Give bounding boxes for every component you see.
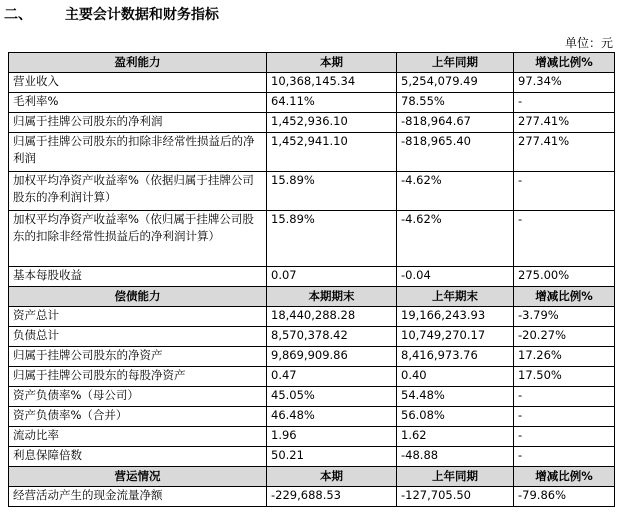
table-row (9, 347, 615, 367)
section-heading (4, 4, 219, 24)
prior-value: -818,965.40 (397, 133, 514, 172)
current-value: 15.89% (267, 211, 397, 267)
header-cell: 偿债能力 (9, 287, 267, 307)
current-value: 1.96 (267, 427, 397, 447)
table-row (9, 327, 615, 347)
change-percent: 277.41% (514, 133, 615, 172)
current-value: 10,368,145.34 (267, 73, 397, 93)
header-cell: 上年同期 (397, 53, 514, 73)
header-cell: 盈利能力 (9, 53, 267, 73)
group-header-solvency (9, 287, 615, 307)
table-row (9, 133, 615, 172)
row-label: 归属于挂牌公司股东的扣除非经常性损益后的净利润 (9, 133, 267, 172)
prior-value: 8,416,973.76 (397, 347, 514, 367)
header-cell: 上年期末 (397, 287, 514, 307)
prior-value: -0.04 (397, 267, 514, 287)
prior-value: 10,749,270.17 (397, 327, 514, 347)
row-label: 利息保障倍数 (9, 447, 267, 467)
unit-label: 单位：元 (564, 36, 613, 50)
current-value: 15.89% (267, 172, 397, 211)
table-row (9, 267, 615, 287)
table-row (9, 427, 615, 447)
change-percent: - (514, 427, 615, 447)
prior-value: 54.48% (397, 387, 514, 407)
prior-value: -818,964.67 (397, 113, 514, 133)
change-percent: 275.00% (514, 267, 615, 287)
row-label: 归属于挂牌公司股东的净利润 (9, 113, 267, 133)
change-percent: -79.86% (514, 487, 615, 507)
table-row (9, 113, 615, 133)
header-cell: 上年同期 (397, 467, 514, 487)
current-value: 1,452,941.10 (267, 133, 397, 172)
prior-value: -127,705.50 (397, 487, 514, 507)
row-label: 归属于挂牌公司股东的净资产 (9, 347, 267, 367)
header-cell: 本期 (267, 53, 397, 73)
change-percent: 97.34% (514, 73, 615, 93)
prior-value: 56.08% (397, 407, 514, 427)
row-label: 加权平均净资产收益率%（依据归属于挂牌公司股东的净利润计算） (9, 172, 267, 211)
group-header-profitability (9, 53, 615, 73)
current-value: -229,688.53 (267, 487, 397, 507)
prior-value: 1.62 (397, 427, 514, 447)
change-percent: 277.41% (514, 113, 615, 133)
table-row (9, 447, 615, 467)
prior-value: -48.88 (397, 447, 514, 467)
row-label: 资产负债率%（合并） (9, 407, 267, 427)
header-cell: 本期期末 (267, 287, 397, 307)
row-label: 流动比率 (9, 427, 267, 447)
table-row (9, 73, 615, 93)
current-value: 0.47 (267, 367, 397, 387)
prior-value: 78.55% (397, 93, 514, 113)
prior-value: 0.40 (397, 367, 514, 387)
row-label: 资产总计 (9, 307, 267, 327)
row-label: 加权平均净资产收益率%（依归属于挂牌公司股东的扣除非经常性损益后的净利润计算） (9, 211, 267, 267)
current-value: 9,869,909.86 (267, 347, 397, 367)
row-label: 经营活动产生的现金流量净额 (9, 487, 267, 507)
table-row (9, 487, 615, 507)
table-row (9, 93, 615, 113)
prior-value: -4.62% (397, 211, 514, 267)
current-value: 8,570,378.42 (267, 327, 397, 347)
table-row (9, 172, 615, 211)
header-cell: 增减比例% (514, 287, 615, 307)
prior-value: 5,254,079.49 (397, 73, 514, 93)
current-value: 0.07 (267, 267, 397, 287)
current-value: 18,440,288.28 (267, 307, 397, 327)
header-cell: 本期 (267, 467, 397, 487)
row-label: 资产负债率%（母公司） (9, 387, 267, 407)
change-percent: - (514, 387, 615, 407)
group-header-operations (9, 467, 615, 487)
financial-indicators-table (8, 52, 615, 507)
table-row (9, 211, 615, 267)
current-value: 50.21 (267, 447, 397, 467)
table-row (9, 387, 615, 407)
change-percent: -20.27% (514, 327, 615, 347)
change-percent: - (514, 447, 615, 467)
change-percent: 17.50% (514, 367, 615, 387)
current-value: 64.11% (267, 93, 397, 113)
change-percent: - (514, 93, 615, 113)
change-percent: 17.26% (514, 347, 615, 367)
header-cell: 增减比例% (514, 53, 615, 73)
change-percent: - (514, 172, 615, 211)
change-percent: - (514, 211, 615, 267)
section-number: 二、 (4, 7, 32, 23)
current-value: 1,452,936.10 (267, 113, 397, 133)
current-value: 45.05% (267, 387, 397, 407)
current-value: 46.48% (267, 407, 397, 427)
prior-value: 19,166,243.93 (397, 307, 514, 327)
row-label: 负债总计 (9, 327, 267, 347)
change-percent: -3.79% (514, 307, 615, 327)
row-label: 基本每股收益 (9, 267, 267, 287)
table-row (9, 307, 615, 327)
table-row (9, 407, 615, 427)
row-label: 营业收入 (9, 73, 267, 93)
row-label: 毛利率% (9, 93, 267, 113)
row-label: 归属于挂牌公司股东的每股净资产 (9, 367, 267, 387)
header-cell: 增减比例% (514, 467, 615, 487)
table-row (9, 367, 615, 387)
prior-value: -4.62% (397, 172, 514, 211)
header-cell: 营运情况 (9, 467, 267, 487)
change-percent: - (514, 407, 615, 427)
section-title: 主要会计数据和财务指标 (64, 7, 219, 23)
